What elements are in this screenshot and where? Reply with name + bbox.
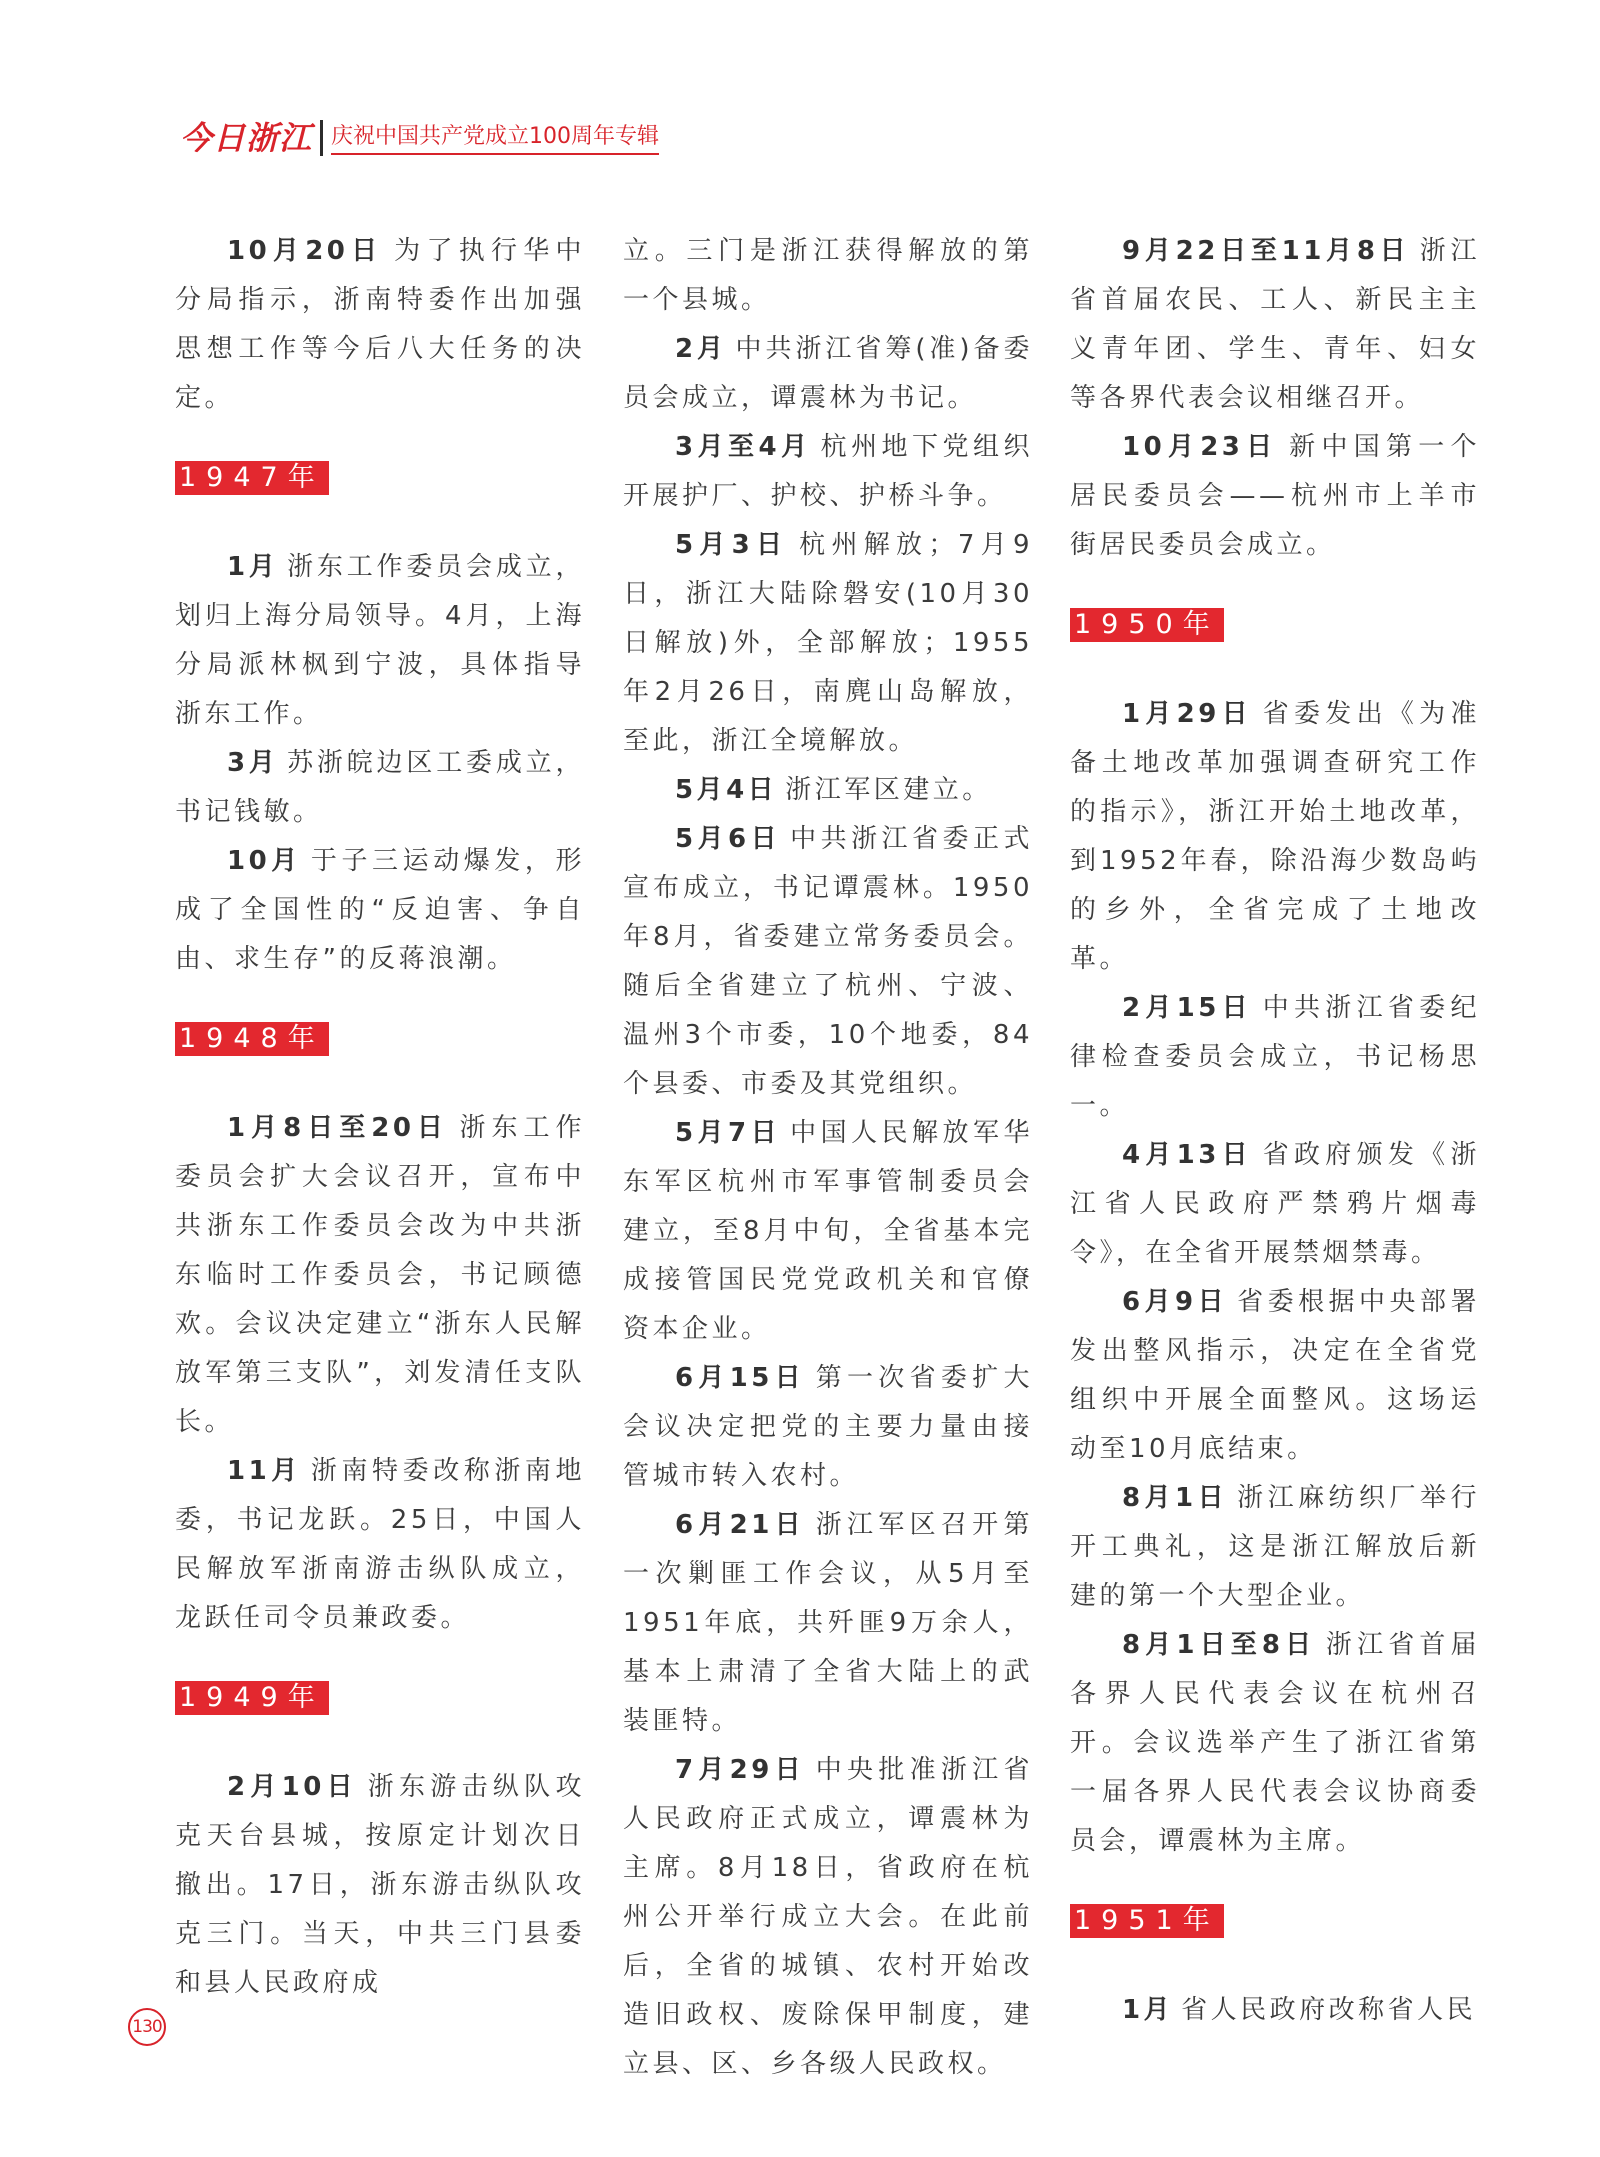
chronicle-entry (175, 1447, 585, 1643)
entry-text: 中共浙江省委正式宣布成立，书记谭震林。1950年8月，省委建立常务委员会。随后全省建立了杭州、宁波、温州3个市委，10个地委，84个县委、市委及其党组织。 (623, 824, 1033, 1099)
entry-text: 杭州地下党组织开展护厂、护校、护桥斗争。 (623, 432, 1033, 511)
chronicle-entry (623, 815, 1033, 1109)
year-heading (1070, 1904, 1480, 1938)
entry-text: 浙江麻纺织厂举行开工典礼，这是浙江解放后新建的第一个大型企业。 (1070, 1483, 1480, 1611)
entry-date: 10月 (227, 846, 302, 876)
chronicle-entry (1070, 1474, 1480, 1621)
column-2 (623, 227, 1033, 2089)
chronicle-entry (623, 1746, 1033, 2089)
entry-text: 省委根据中央部署发出整风指示，决定在全省党组织中开展全面整风。这场运动至10月底结束。 (1070, 1287, 1480, 1464)
year-heading (175, 1681, 585, 1715)
chronicle-entry (1070, 1278, 1480, 1474)
entry-text: 立。三门是浙江获得解放的第一个县城。 (623, 236, 1033, 315)
chronicle-entry (623, 325, 1033, 423)
entry-date: 1月29日 (1122, 699, 1253, 729)
entry-text: 浙江军区召开第一次剿匪工作会议，从5月至1951年底，共歼匪9万余人，基本上肃清了全省大陆上的武装匪特。 (623, 1510, 1033, 1736)
entry-text: 浙东工作委员会成立，划归上海分局领导。4月，上海分局派林枫到宁波，具体指导浙东工作。 (175, 552, 585, 729)
entry-date: 1月 (227, 552, 279, 582)
year-label: 1950年 (1070, 608, 1224, 642)
year-heading (1070, 608, 1480, 642)
entry-date: 5月6日 (675, 824, 782, 854)
year-label: 1951年 (1070, 1904, 1224, 1938)
header-divider (320, 120, 323, 156)
entry-date: 6月15日 (675, 1363, 806, 1393)
chronicle-entry (1070, 423, 1480, 570)
chronicle-entry (623, 766, 1033, 815)
entry-text: 省政府颁发《浙江省人民政府严禁鸦片烟毒令》，在全省开展禁烟禁毒。 (1070, 1140, 1480, 1268)
year-label: 1949年 (175, 1681, 329, 1715)
entry-date: 3月至4月 (675, 432, 812, 462)
entry-date: 7月29日 (675, 1755, 806, 1785)
entry-date: 8月1日至8日 (1122, 1630, 1317, 1660)
page-header (180, 118, 659, 158)
entry-text: 浙江军区建立。 (785, 775, 992, 805)
entry-text: 中国人民解放军华东军区杭州市军事管制委员会建立，至8月中旬，全省基本完成接管国民党党政机关和官僚资本企业。 (623, 1118, 1033, 1344)
entry-text: 苏浙皖边区工委成立，书记钱敏。 (175, 748, 585, 827)
entry-text: 中共浙江省委纪律检查委员会成立，书记杨思一。 (1070, 993, 1480, 1121)
entry-date: 1月 (1122, 1995, 1174, 2025)
entry-text: 于子三运动爆发，形成了全国性的“反迫害、争自由、求生存”的反蒋浪潮。 (175, 846, 585, 974)
chronicle-entry (1070, 1131, 1480, 1278)
entry-text: 第一次省委扩大会议决定把党的主要力量由接管城市转入农村。 (623, 1363, 1033, 1491)
column-1 (175, 227, 585, 2008)
entry-date: 1月8日至20日 (227, 1113, 449, 1143)
entry-text: 中共浙江省筹(准)备委员会成立，谭震林为书记。 (623, 334, 1033, 413)
entry-date: 5月3日 (675, 530, 789, 560)
entry-date: 11月 (227, 1456, 302, 1486)
entry-date: 2月15日 (1122, 993, 1253, 1023)
chronicle-entry (1070, 984, 1480, 1131)
year-label: 1948年 (175, 1022, 329, 1056)
continued-text (623, 227, 1033, 325)
entry-text: 浙江省首届农民、工人、新民主主义青年团、学生、青年、妇女等各界代表会议相继召开。 (1070, 236, 1480, 413)
chronicle-entry (175, 543, 585, 739)
entry-text: 浙南特委改称浙南地委，书记龙跃。25日，中国人民解放军浙南游击纵队成立，龙跃任司令员兼政委。 (175, 1456, 585, 1633)
chronicle-entry (1070, 690, 1480, 984)
chronicle-entry (623, 1109, 1033, 1354)
chronicle-entry (1070, 1621, 1480, 1866)
chronicle-entry (175, 739, 585, 837)
entry-text: 新中国第一个居民委员会——杭州市上羊市街居民委员会成立。 (1070, 432, 1480, 560)
column-3 (1070, 227, 1480, 2035)
chronicle-entry (623, 1354, 1033, 1501)
magazine-logo: 今日浙江 (180, 119, 313, 157)
chronicle-entry (623, 521, 1033, 766)
special-issue-title: 庆祝中国共产党成立100周年专辑 (331, 122, 659, 155)
year-heading (175, 1022, 585, 1056)
chronicle-entry (1070, 1986, 1480, 2035)
entry-text: 中央批准浙江省人民政府正式成立，谭震林为主席。8月18日，省政府在杭州公开举行成立大会。在此前后，全省的城镇、农村开始改造旧政权、废除保甲制度，建立县、区、乡各级人民政权。 (623, 1755, 1033, 2079)
entry-date: 2月 (675, 334, 728, 364)
entry-text: 浙东游击纵队攻克天台县城，按原定计划次日撤出。17日，浙东游击纵队攻克三门。当天，中共三门县委和县人民政府成 (175, 1772, 585, 1998)
entry-date: 6月9日 (1122, 1287, 1229, 1317)
year-label: 1947年 (175, 461, 329, 495)
entry-text: 为了执行华中分局指示，浙南特委作出加强思想工作等今后八大任务的决定。 (175, 236, 585, 413)
entry-date: 2月10日 (227, 1772, 358, 1802)
chronicle-entry (175, 1104, 585, 1447)
entry-text: 杭州解放；7月9日，浙江大陆除磐安(10月30日解放)外，全部解放；1955年2月26日，南麂山岛解放，至此，浙江全境解放。 (623, 530, 1033, 756)
entry-date: 5月4日 (675, 775, 778, 805)
entry-date: 5月7日 (675, 1118, 782, 1148)
year-heading (175, 461, 585, 495)
chronicle-entry (175, 837, 585, 984)
chronicle-entry (175, 1763, 585, 2008)
entry-text: 浙东工作委员会扩大会议召开，宣布中共浙东工作委员会改为中共浙东临时工作委员会，书记顾德欢。会议决定建立“浙东人民解放军第三支队”，刘发清任支队长。 (175, 1113, 585, 1437)
entry-date: 9月22日至11月8日 (1122, 236, 1411, 266)
entry-date: 6月21日 (675, 1510, 806, 1540)
chronicle-entry (175, 227, 585, 423)
entry-date: 3月 (227, 748, 279, 778)
chronicle-entry (623, 1501, 1033, 1746)
entry-date: 10月20日 (227, 236, 384, 266)
chronicle-entry (623, 423, 1033, 521)
entry-text: 省委发出《为准备土地改革加强调查研究工作的指示》，浙江开始土地改革，到1952年春，除沿海少数岛屿的乡外，全省完成了土地改革。 (1070, 699, 1480, 974)
entry-date: 4月13日 (1122, 1140, 1253, 1170)
entry-date: 8月1日 (1122, 1483, 1229, 1513)
entry-date: 10月23日 (1122, 432, 1279, 462)
chronicle-entry (1070, 227, 1480, 423)
entry-text: 浙江省首届各界人民代表会议在杭州召开。会议选举产生了浙江省第一届各界人民代表会议协商委员会，谭震林为主席。 (1070, 1630, 1480, 1856)
entry-text: 省人民政府改称省人民 (1181, 1995, 1477, 2025)
page-number: 130 (128, 2008, 166, 2046)
